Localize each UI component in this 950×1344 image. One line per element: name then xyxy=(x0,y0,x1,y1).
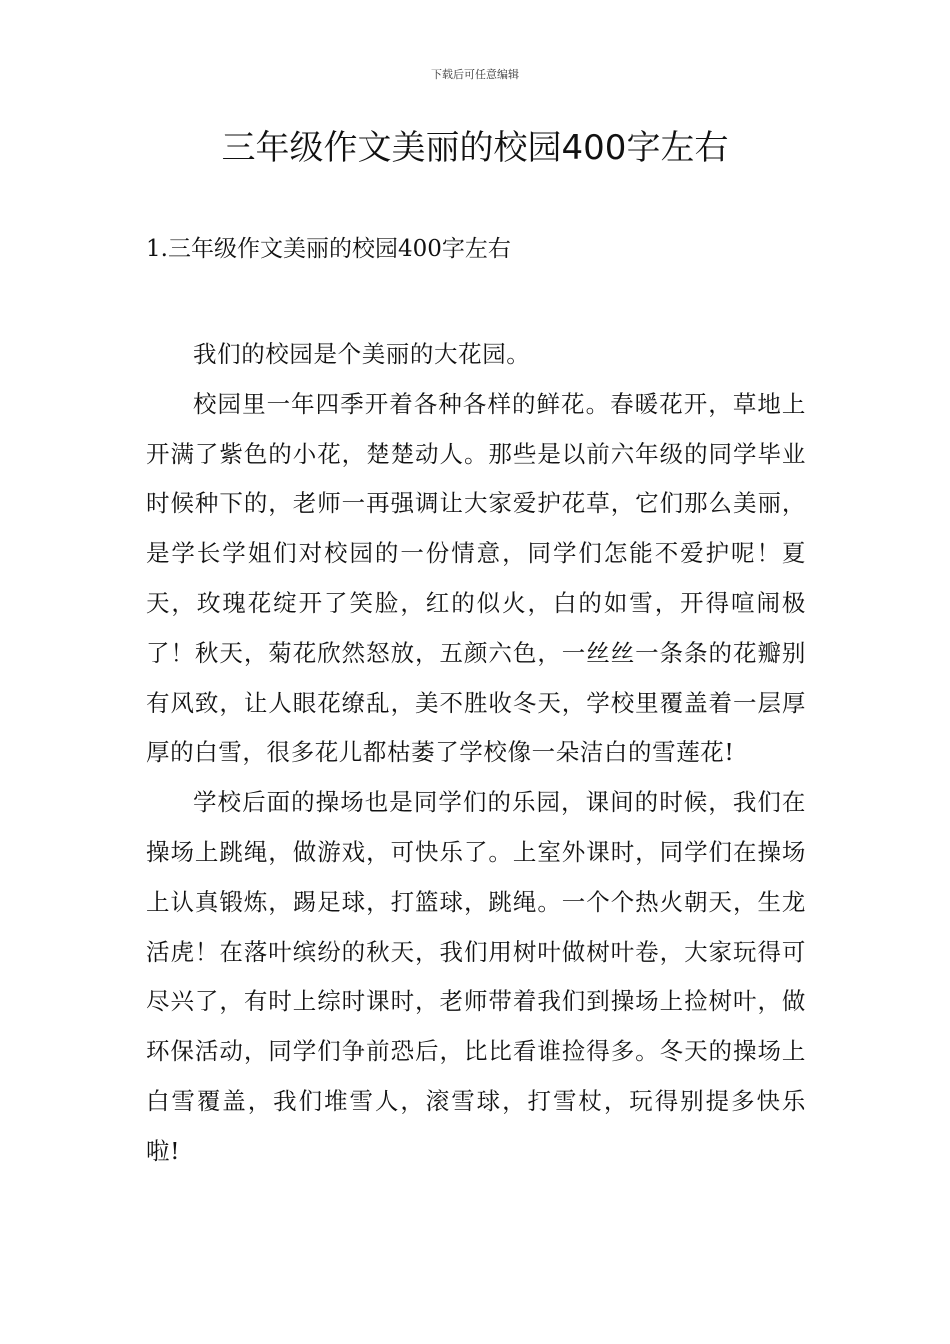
page-header-note: 下载后可任意编辑 xyxy=(431,68,519,81)
paragraph: 我们的校园是个美丽的大花园。 xyxy=(193,340,531,368)
paragraph: 校园里一年四季开着各种各样的鲜花。春暖花开，草地上开满了紫色的小花，楚楚动人。那些是以前六年级的同学毕业时候种下的，老师一再强调让大家爱护花草，它们那么美丽，是学长学姐们对校园的一份情意，同学们怎能不爱护呢！夏天，玫瑰花绽开了笑脸，红的似火，白的如雪，开得喧闹极了！秋天，菊花欣然怒放，五颜六色，一丝丝一条条的花瓣别有风致，让人眼花缭乱，美不胜收冬天，学校里覆盖着一层厚厚的白雪，很多花儿都枯萎了学校像一朵洁白的雪莲花! xyxy=(146,389,806,767)
document-body xyxy=(146,330,806,1177)
paragraph: 学校后面的操场也是同学们的乐园，课间的时候，我们在操场上跳绳，做游戏，可快乐了。上室外课时，同学们在操场上认真锻炼，踢足球，打篮球，跳绳。一个个热火朝天，生龙活虎！在落叶缤纷的秋天，我们用树叶做树叶卷，大家玩得可尽兴了，有时上综时课时，老师带着我们到操场上捡树叶，做环保活动，同学们争前恐后，比比看谁捡得多。冬天的操场上白雪覆盖，我们堆雪人，滚雪球，打雪杖，玩得别提多快乐啦! xyxy=(146,788,806,1165)
document-title: 三年级作文美丽的校园400字左右 xyxy=(221,128,729,168)
section-heading: 1.三年级作文美丽的校园400字左右 xyxy=(146,236,511,262)
